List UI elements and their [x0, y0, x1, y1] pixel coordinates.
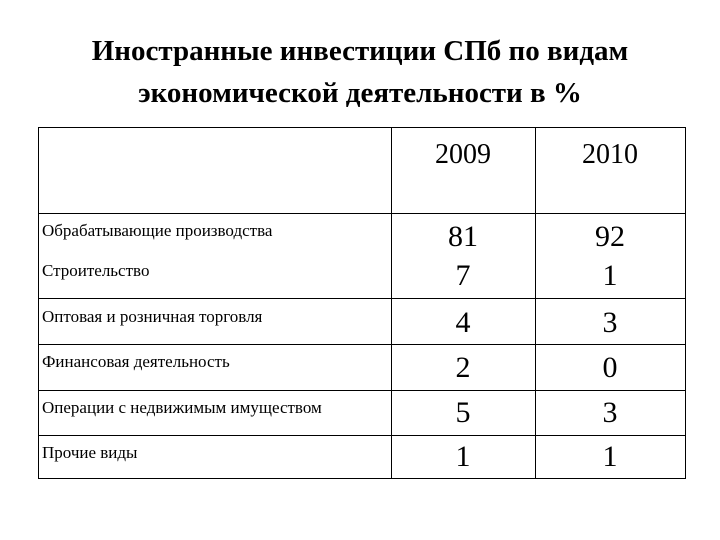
- cell-real-estate-2010: 3: [602, 396, 618, 429]
- page-title: [0, 30, 720, 114]
- row-label-other: Прочие виды: [42, 443, 138, 462]
- row-label-finance: Финансовая деятельность: [42, 352, 230, 371]
- investment-table: [38, 127, 686, 479]
- row-divider: [39, 435, 685, 436]
- cell-trade-2009: 4: [455, 306, 471, 339]
- row-divider: [39, 344, 685, 345]
- column-header-2009: 2009: [435, 139, 491, 170]
- header-divider: [39, 213, 685, 214]
- row-divider: [39, 390, 685, 391]
- title-line-2: экономической деятельности в %: [138, 77, 582, 109]
- cell-other-2009: 1: [455, 440, 471, 473]
- title-line-1: Иностранные инвестиции СПб по видам: [91, 35, 629, 67]
- row-label-real-estate: Операции с недвижимым имуществом: [42, 398, 322, 417]
- cell-other-2010: 1: [602, 440, 618, 473]
- row-label-construction: Строительство: [42, 261, 150, 280]
- cell-finance-2009: 2: [455, 351, 471, 384]
- cell-construction-2009: 7: [455, 259, 471, 292]
- cell-trade-2010: 3: [602, 306, 618, 339]
- row-label-trade: Оптовая и розничная торговля: [42, 307, 263, 326]
- cell-manufacturing-2010: 92: [595, 220, 625, 253]
- cell-construction-2010: 1: [602, 259, 618, 292]
- column-header-2010: 2010: [582, 139, 638, 170]
- cell-real-estate-2009: 5: [455, 396, 471, 429]
- cell-manufacturing-2009: 81: [448, 220, 478, 253]
- cell-finance-2010: 0: [602, 351, 618, 384]
- row-divider: [39, 298, 685, 299]
- row-label-manufacturing: Обрабатывающие производства: [42, 221, 273, 240]
